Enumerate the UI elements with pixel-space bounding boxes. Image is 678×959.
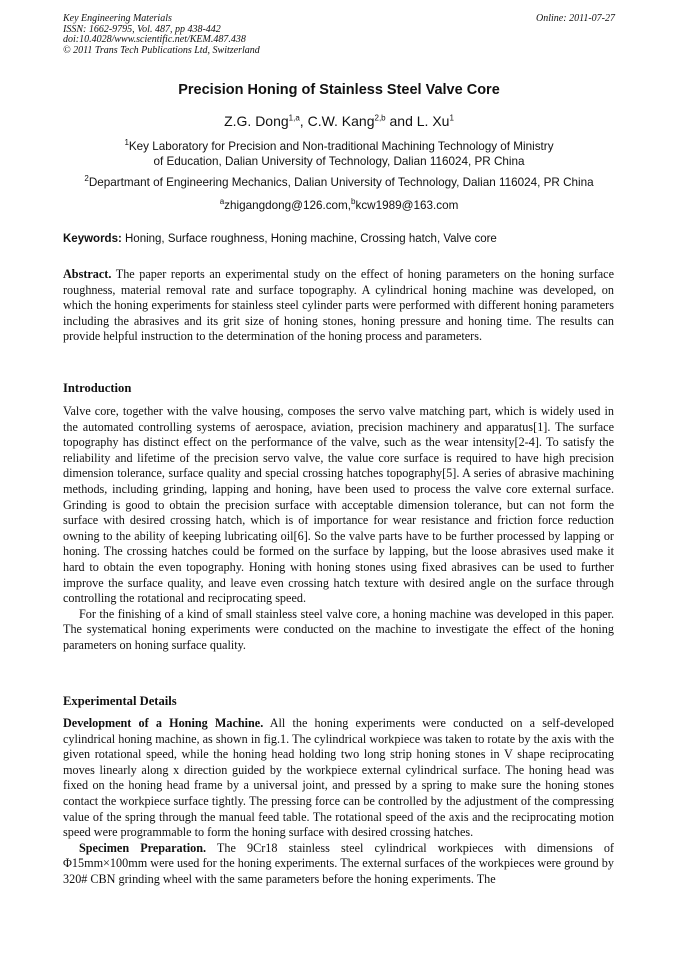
- keywords-text: Honing, Surface roughness, Honing machine, Crossing hatch, Valve core: [121, 233, 497, 245]
- keywords-label: Keywords:: [63, 233, 122, 245]
- affiliation-number: 2: [84, 174, 89, 184]
- email-sup: a: [219, 197, 225, 207]
- subsection-heading-machine: Development of a Honing Machine.: [63, 716, 264, 730]
- author-name: Z.G. Dong: [224, 113, 289, 129]
- paragraph-text: All the honing experiments were conducted on a self-developed cylindrical honing machine, as shown in fig.1. The cylindrical workpiece was taken to rotate by the axis with the given rotational speed, while the honing head holding two long strip honing stones in V shape reciprocating moves linearly along x direction guided by the workpiece external cylindrical surface. The honing head was fixed on the honing head frame by a universal joint, and pressed by a spring to make sure the honing stones contact the workpiece surface tightly. The pressing force can be controlled by the adjustment of the compressing value of the spring through the manual feed table. The rotational speed of the axis and the reciprocating motion speed were programmable to form the honing surface with desired crossing hatches.: [63, 716, 614, 840]
- issn-line: ISSN: 1662-9795, Vol. 487, pp 438-442: [63, 23, 221, 35]
- introduction-paragraph-2: For the finishing of a kind of small stainless steel valve core, a honing machine was developed in this paper. The systematical honing experiments were conducted on the machine to investigate the effect of the honing parameters on honing surface quality.: [63, 606, 614, 652]
- abstract-text: The paper reports an experimental study on the effect of honing parameters on the honing surface roughness, material removal rate and surface topography. A cylindrical honing machine was developed, on which the honing experiments for stainless steel cylinder parts were performed with different honing parameters including the abrasives and its grit size of honing stones, honing pressure and honing time. The results can provide helpful instruction to the determination of the honing process and parameters.: [63, 267, 614, 344]
- affiliation-text: of Education, Dalian University of Technology, Dalian 116024, PR China: [153, 155, 525, 168]
- experimental-paragraph-1: [63, 716, 614, 841]
- experimental-body: [63, 716, 614, 888]
- email-sup: b: [351, 197, 356, 207]
- subsection-heading-specimen: Specimen Preparation.: [79, 840, 207, 855]
- journal-name: Key Engineering Materials: [63, 13, 172, 24]
- email-line: [40, 198, 638, 213]
- author-list: [0, 113, 678, 129]
- journal-header: [63, 14, 615, 56]
- paper-title: Precision Honing of Stainless Steel Valve Core: [178, 82, 500, 98]
- affiliation-text: Key Laboratory for Precision and Non-traditional Machining Technology of Ministry: [128, 140, 554, 153]
- introduction-body: [63, 404, 614, 654]
- section-heading-experimental: Experimental Details: [63, 694, 177, 708]
- author-name: C.W. Kang: [307, 113, 375, 129]
- author-affil-sup: 1,a: [288, 113, 300, 123]
- section-heading-introduction: Introduction: [63, 381, 132, 395]
- abstract-label: Abstract.: [63, 267, 112, 281]
- author-name: L. Xu: [416, 113, 450, 129]
- online-date: Online: 2011-07-27: [536, 13, 615, 24]
- affiliation-number: 1: [124, 138, 129, 148]
- email-b[interactable]: kcw1989@163.com: [355, 199, 459, 212]
- author-affil-sup: 2,b: [374, 113, 386, 123]
- introduction-paragraph-1: Valve core, together with the valve housing, composes the servo valve matching part, which is widely used in the automated controlling systems of aerospace, aviation, precision machinery and apparatus[1]. The surface topography has distinct effect on the performance of the valve, such as the wear intensity[2-4]. To satisfy the reliability and lifetime of the precision servo valve, the value core surface is required to have high precision dimension tolerance, surface quality and special crossing hatches topography[5]. A series of abrasive machining methods, including grinding, lapping and honing, have been used to process the valve core external surface. Grinding is good to obtain the precision surface with acceptable dimension tolerance, but can not form the surface with desired crossing hatch, which is of importance for wear resistance and friction force reduction owning to the ability of keeping lubricating oil[6]. So the valve parts have to be further processed by lapping or honing. The crossing hatches could be formed on the surface by lapping, but the loose abrasives used make it hard to obtain the even topography. Honing with honing stones using fixed abrasives can be used to further improve the surface quality, and leave even crossing hatch texture with desired angle on the surface through controlling the rotational and reciprocating speed.: [63, 404, 614, 606]
- affiliation-2: [20, 175, 658, 190]
- abstract: [63, 267, 614, 345]
- keywords: [63, 233, 623, 245]
- author-affil-sup: 1: [449, 113, 454, 123]
- author-separator: and: [385, 113, 417, 129]
- copyright-line: © 2011 Trans Tech Publications Ltd, Switzerland: [63, 44, 260, 56]
- paragraph-text: The 9Cr18 stainless steel cylindrical workpieces with dimensions of Φ15mm×100mm were used for the honing experiments. The external surfaces of the workpieces were ground by 320# CBN grinding wheel with the same parameters before the honing experiments. The: [63, 840, 614, 886]
- experimental-paragraph-2: [63, 841, 614, 888]
- email-a[interactable]: zhigangdong@126.com,: [224, 199, 352, 212]
- author-separator: ,: [299, 113, 308, 129]
- affiliation-1: [40, 139, 638, 169]
- doi-line[interactable]: doi:10.4028/www.scientific.net/KEM.487.438: [63, 34, 246, 45]
- affiliation-text: Departmant of Engineering Mechanics, Dalian University of Technology, Dalian 116024, PR China: [88, 176, 594, 189]
